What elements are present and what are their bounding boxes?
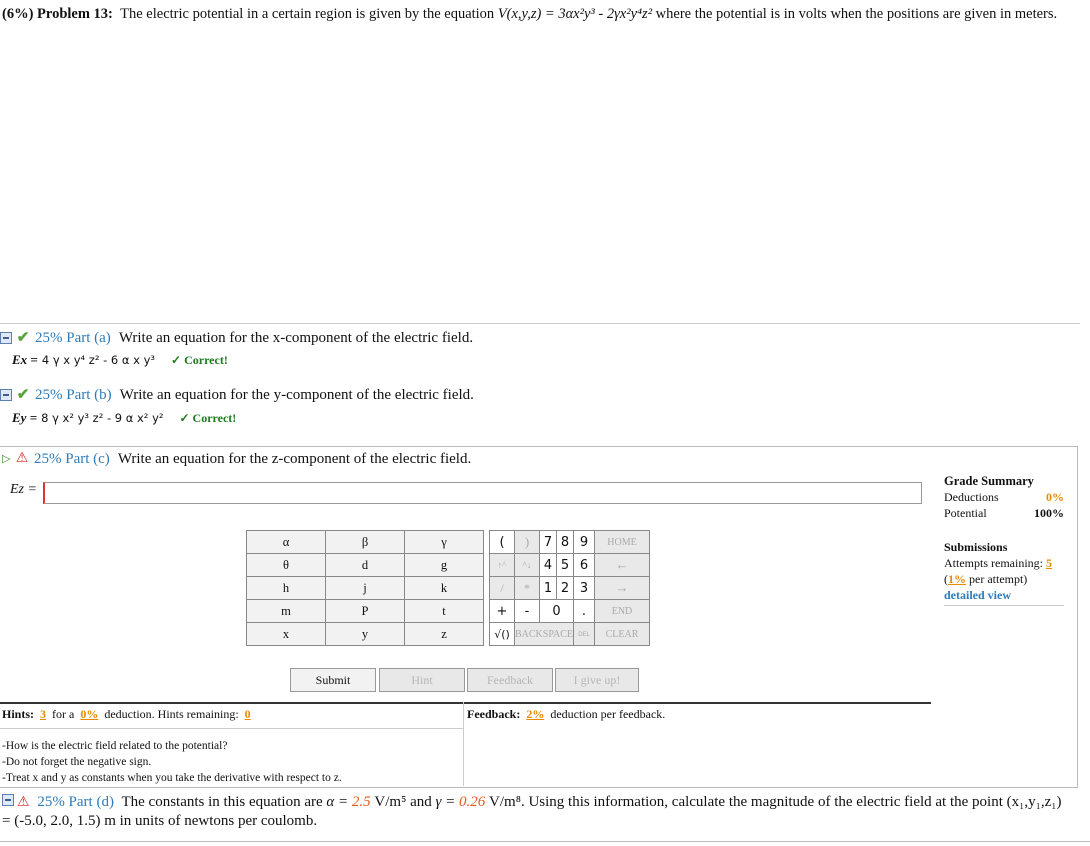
hints-remaining: 0 [244,707,251,721]
hints-deduction-pct: 0% [80,707,99,721]
key-superscript[interactable]: ↑^ [490,554,515,577]
key-multiply[interactable]: * [515,577,540,600]
part-c-answer-input[interactable] [43,482,922,504]
key-theta[interactable]: θ [247,554,326,577]
feedback-button[interactable]: Feedback [467,668,553,692]
gamma-value: 0.26 [459,794,486,810]
alpha-label: α = [326,794,349,810]
key-h[interactable]: h [247,577,326,600]
numeric-keypad [489,530,650,646]
key-del[interactable]: DEL [574,623,595,646]
problem-text-post: where the potential is in volts when the positions are given in meters. [655,6,1058,22]
potential-value: 100% [1034,506,1064,520]
part-a-header [0,328,473,348]
per-attempt-text: per attempt) [969,572,1028,586]
key-4[interactable]: 4 [540,554,557,577]
key-5[interactable]: 5 [557,554,574,577]
hint-list [2,738,342,786]
problem-label: Problem 13: [37,6,113,22]
part-c-pct: 25% Part (c) [34,451,110,467]
part-d-q1: The constants in this equation are [121,794,323,810]
key-1[interactable]: 1 [540,577,557,600]
problem-text-pre: The electric potential in a certain region is given by the equation [120,6,495,22]
key-home[interactable]: HOME [595,531,650,554]
key-beta[interactable]: β [326,531,405,554]
attempts-label: Attempts remaining: [944,556,1043,570]
part-d-point: (x₁,y₁,z₁) = (-5.0, 2.0, 1.5) [2,794,1062,829]
gamma-unit: V/m⁸ [489,794,521,810]
key-sqrt[interactable]: √() [490,623,515,646]
part-b-answer [12,410,236,426]
part-a-question: Write an equation for the x-component of the electric field. [118,330,474,346]
key-decimal[interactable]: . [574,600,595,623]
deductions-label: Deductions [944,490,999,504]
deductions-value: 0% [1046,490,1064,504]
key-d[interactable]: d [326,554,405,577]
key-2[interactable]: 2 [557,577,574,600]
key-9[interactable]: 9 [574,531,595,554]
key-3[interactable]: 3 [574,577,595,600]
feedback-header [467,707,665,722]
part-a-answer-label: Ex = [12,352,38,367]
hint-item: -How is the electric field related to the potential? [2,740,228,752]
collapse-icon[interactable] [2,794,14,806]
key-y[interactable]: y [326,623,405,646]
part-d-pct: 25% Part (d) [37,794,114,810]
key-6[interactable]: 6 [574,554,595,577]
grade-summary-title: Grade Summary [944,474,1034,488]
hint-item: -Do not forget the negative sign. [2,756,152,768]
key-subscript[interactable]: ^↓ [515,554,540,577]
hints-header [2,707,254,722]
feedback-text: deduction per feedback. [550,707,666,721]
key-t[interactable]: t [405,600,484,623]
key-alpha[interactable]: α [247,531,326,554]
check-icon: ✔ [16,387,30,403]
part-b-status: ✓ Correct! [179,411,237,425]
key-P[interactable]: P [326,600,405,623]
warning-icon: ⚠ [17,795,30,810]
potential-equation: V(x,y,z) = 3αx²y³ - 2γx²y⁴z² [497,6,653,22]
collapse-icon[interactable] [0,332,12,344]
check-icon: ✔ [16,330,30,346]
part-a-pct: 25% Part (a) [35,330,111,346]
part-c-question: Write an equation for the z-component of the electric field. [117,451,472,467]
key-g[interactable]: g [405,554,484,577]
hints-count: 3 [40,707,47,721]
key-m[interactable]: m [247,600,326,623]
key-clear[interactable]: CLEAR [595,623,650,646]
submissions-panel [944,539,1064,606]
key-z[interactable]: z [405,623,484,646]
hint-item: -Treat x and y as constants when you take the derivative with respect to z. [2,772,342,784]
gamma-label: γ = [435,794,456,810]
problem-weight: (6%) [2,6,34,22]
key-plus[interactable]: + [490,600,515,623]
attempts-value: 5 [1045,556,1052,570]
key-open-paren[interactable]: ( [490,531,515,554]
alpha-value: 2.5 [351,794,371,810]
expand-arrow-icon[interactable]: ▷ [2,453,11,465]
key-backspace[interactable]: BACKSPACE [515,623,574,646]
potential-label: Potential [944,506,987,520]
submit-button[interactable]: Submit [290,668,376,692]
key-k[interactable]: k [405,577,484,600]
problem-statement [2,5,1062,24]
part-b-pct: 25% Part (b) [35,387,112,403]
divider [0,728,463,729]
submissions-title: Submissions [944,540,1008,554]
paren: ( [944,572,948,586]
hints-for-a: for a [52,707,75,721]
alpha-unit: V/m⁵ [374,794,407,810]
part-a-status: ✓ Correct! [171,353,228,367]
part-a-answer-expr: 4 γ x y⁴ z² - 6 α x y³ [41,353,156,367]
key-right-arrow[interactable]: → [595,577,650,600]
feedback-label: Feedback: [467,707,521,721]
warning-icon: ⚠ [15,451,29,466]
part-c-header [2,449,471,469]
key-minus[interactable]: - [515,600,540,623]
key-end[interactable]: END [595,600,650,623]
part-b-answer-expr: 8 γ x² y³ z² - 9 α x² y² [41,411,164,425]
feedback-pct: 2% [526,707,545,721]
per-attempt-pct: 1% [948,572,966,586]
part-b-header [0,385,474,405]
collapse-icon[interactable] [0,389,12,401]
key-gamma[interactable]: γ [405,531,484,554]
part-b-question: Write an equation for the y-component of the electric field. [119,387,474,403]
part-a-answer [12,352,228,368]
part-d-q2: . Using this information, calculate the magnitude of the electric field at the point [520,794,1003,810]
detailed-view-link[interactable]: detailed view [944,588,1011,602]
part-c-answer-label: Ez = [10,482,37,497]
part-d-and: and [410,794,432,810]
key-close-paren[interactable]: ) [515,531,540,554]
divider [0,323,1080,324]
key-8[interactable]: 8 [557,531,574,554]
hints-deduction-text: deduction. Hints remaining: [104,707,239,721]
give-up-button[interactable]: I give up! [555,668,639,692]
key-divide[interactable]: / [490,577,515,600]
key-x[interactable]: x [247,623,326,646]
key-left-arrow[interactable]: ← [595,554,650,577]
variable-keypad [246,530,484,646]
hint-button[interactable]: Hint [379,668,465,692]
grade-summary [944,473,1064,521]
key-0[interactable]: 0 [540,600,574,623]
part-d-q3: m in units of newtons per coulomb. [104,813,318,829]
hints-label: Hints: [2,707,35,721]
part-d-header [2,793,1072,831]
divider [0,841,1090,842]
part-b-answer-label: Ey = [12,410,38,425]
key-j[interactable]: j [326,577,405,600]
key-7[interactable]: 7 [540,531,557,554]
